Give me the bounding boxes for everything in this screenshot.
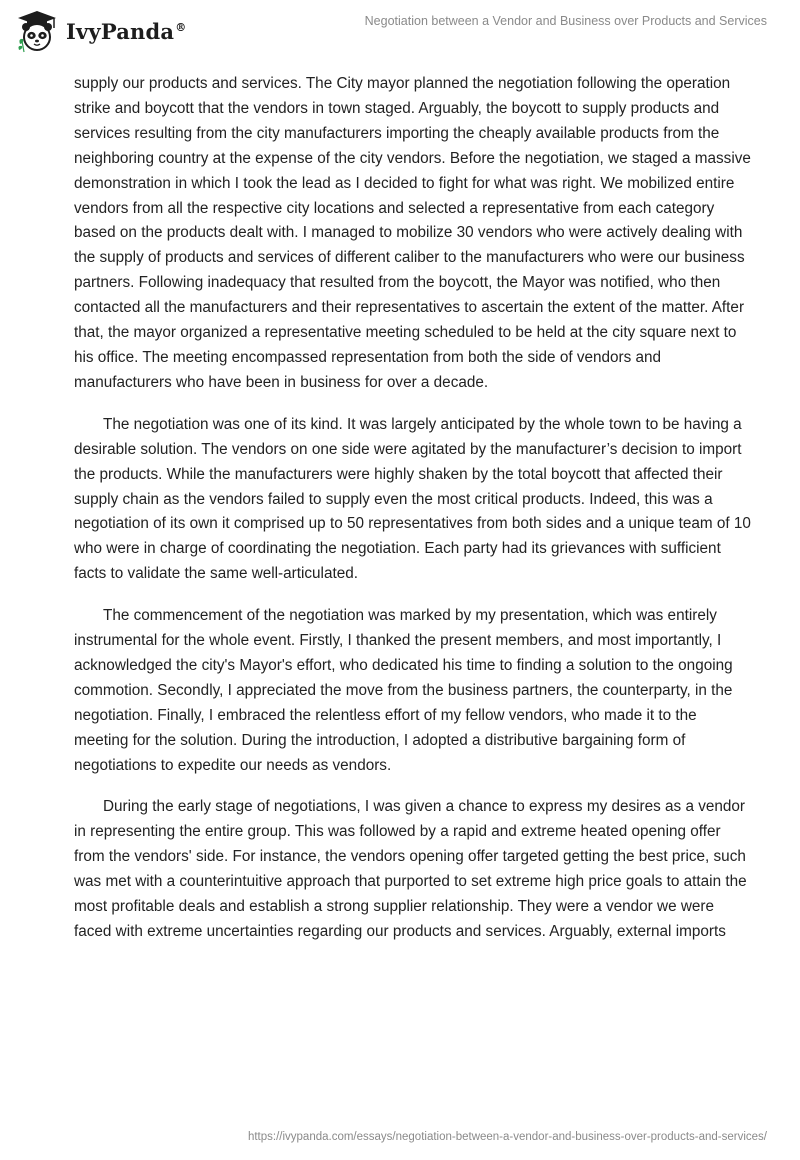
document-title: Negotiation between a Vendor and Business over Products and Services: [364, 14, 767, 28]
essay-body: [74, 72, 754, 962]
paragraph: During the early stage of negotiations, I was given a chance to express my desires as a vendor in representing the entire group. This was followed by a rapid and extreme heated opening offer from the vendors' side. For instance, the vendors opening offer targeted getting the best price, such was met with a counterintuitive approach that purported to set extreme high price goals to attain the most profitable deals and establish a strong supplier relationship. They were a vendor we were faced with extreme uncertainties regarding our products and services. Arguably, external imports: [74, 798, 747, 940]
page-header: [0, 0, 800, 60]
brand-name: IvyPanda®: [66, 18, 187, 44]
source-url[interactable]: https://ivypanda.com/essays/negotiation-between-a-vendor-and-business-over-products-and-services/: [247, 1131, 767, 1143]
panda-graduate-icon: [14, 8, 60, 54]
paragraph: supply our products and services. The City mayor planned the negotiation following the operation strike and boycott that the vendors in town staged. Arguably, the boycott to supply products and services resulting from the city manufacturers importing the cheaply available products from the neighboring country at the expense of the city vendors. Before the negotiation, we staged a massive demonstration in which I took the lead as I decided to fight for what was right. We mobilized entire vendors from all the respective city locations and selected a representative from each category based on the products dealt with. I managed to mobilize 30 vendors who were actively dealing with the supply of products and services of different caliber to the manufacturers who were our business partners. Following inadequacy that resulted from the boycott, the Mayor was notified, who then contacted all the manufacturers and their representatives to ascertain the extent of the matter. After that, the mayor organized a representative meeting scheduled to be held at the city square next to his office. The meeting encompassed representation from both the side of vendors and manufacturers who have been in business for over a decade.: [74, 75, 751, 391]
paragraph: The commencement of the negotiation was marked by my presentation, which was entirely instrumental for the whole event. Firstly, I thanked the present members, and most importantly, I acknowledged the city's Mayor's effort, who dedicated his time to finding a solution to the ongoing commotion. Secondly, I appreciated the move from the business partners, the counterparty, in the negotiation. Finally, I embraced the relentless effort of my fellow vendors, who made it to the meeting for the solution. During the introduction, I adopted a distributive bargaining form of negotiations to expedite our needs as vendors.: [74, 607, 733, 774]
paragraph: The negotiation was one of its kind. It was largely anticipated by the whole town to be having a desirable solution. The vendors on one side were agitated by the manufacturer’s decision to import the products. While the manufacturers were highly shaken by the total boycott that affected their supply chain as the vendors failed to supply even the most critical products. Indeed, this was a negotiation of its own it comprised up to 50 representatives from both sides and a unique team of 10 who were in charge of coordinating the negotiation. Each party had its grievances with sufficient facts to validate the same well-articulated.: [74, 415, 751, 583]
ivypanda-logo[interactable]: [14, 8, 186, 54]
registered-mark: ®: [175, 20, 187, 34]
